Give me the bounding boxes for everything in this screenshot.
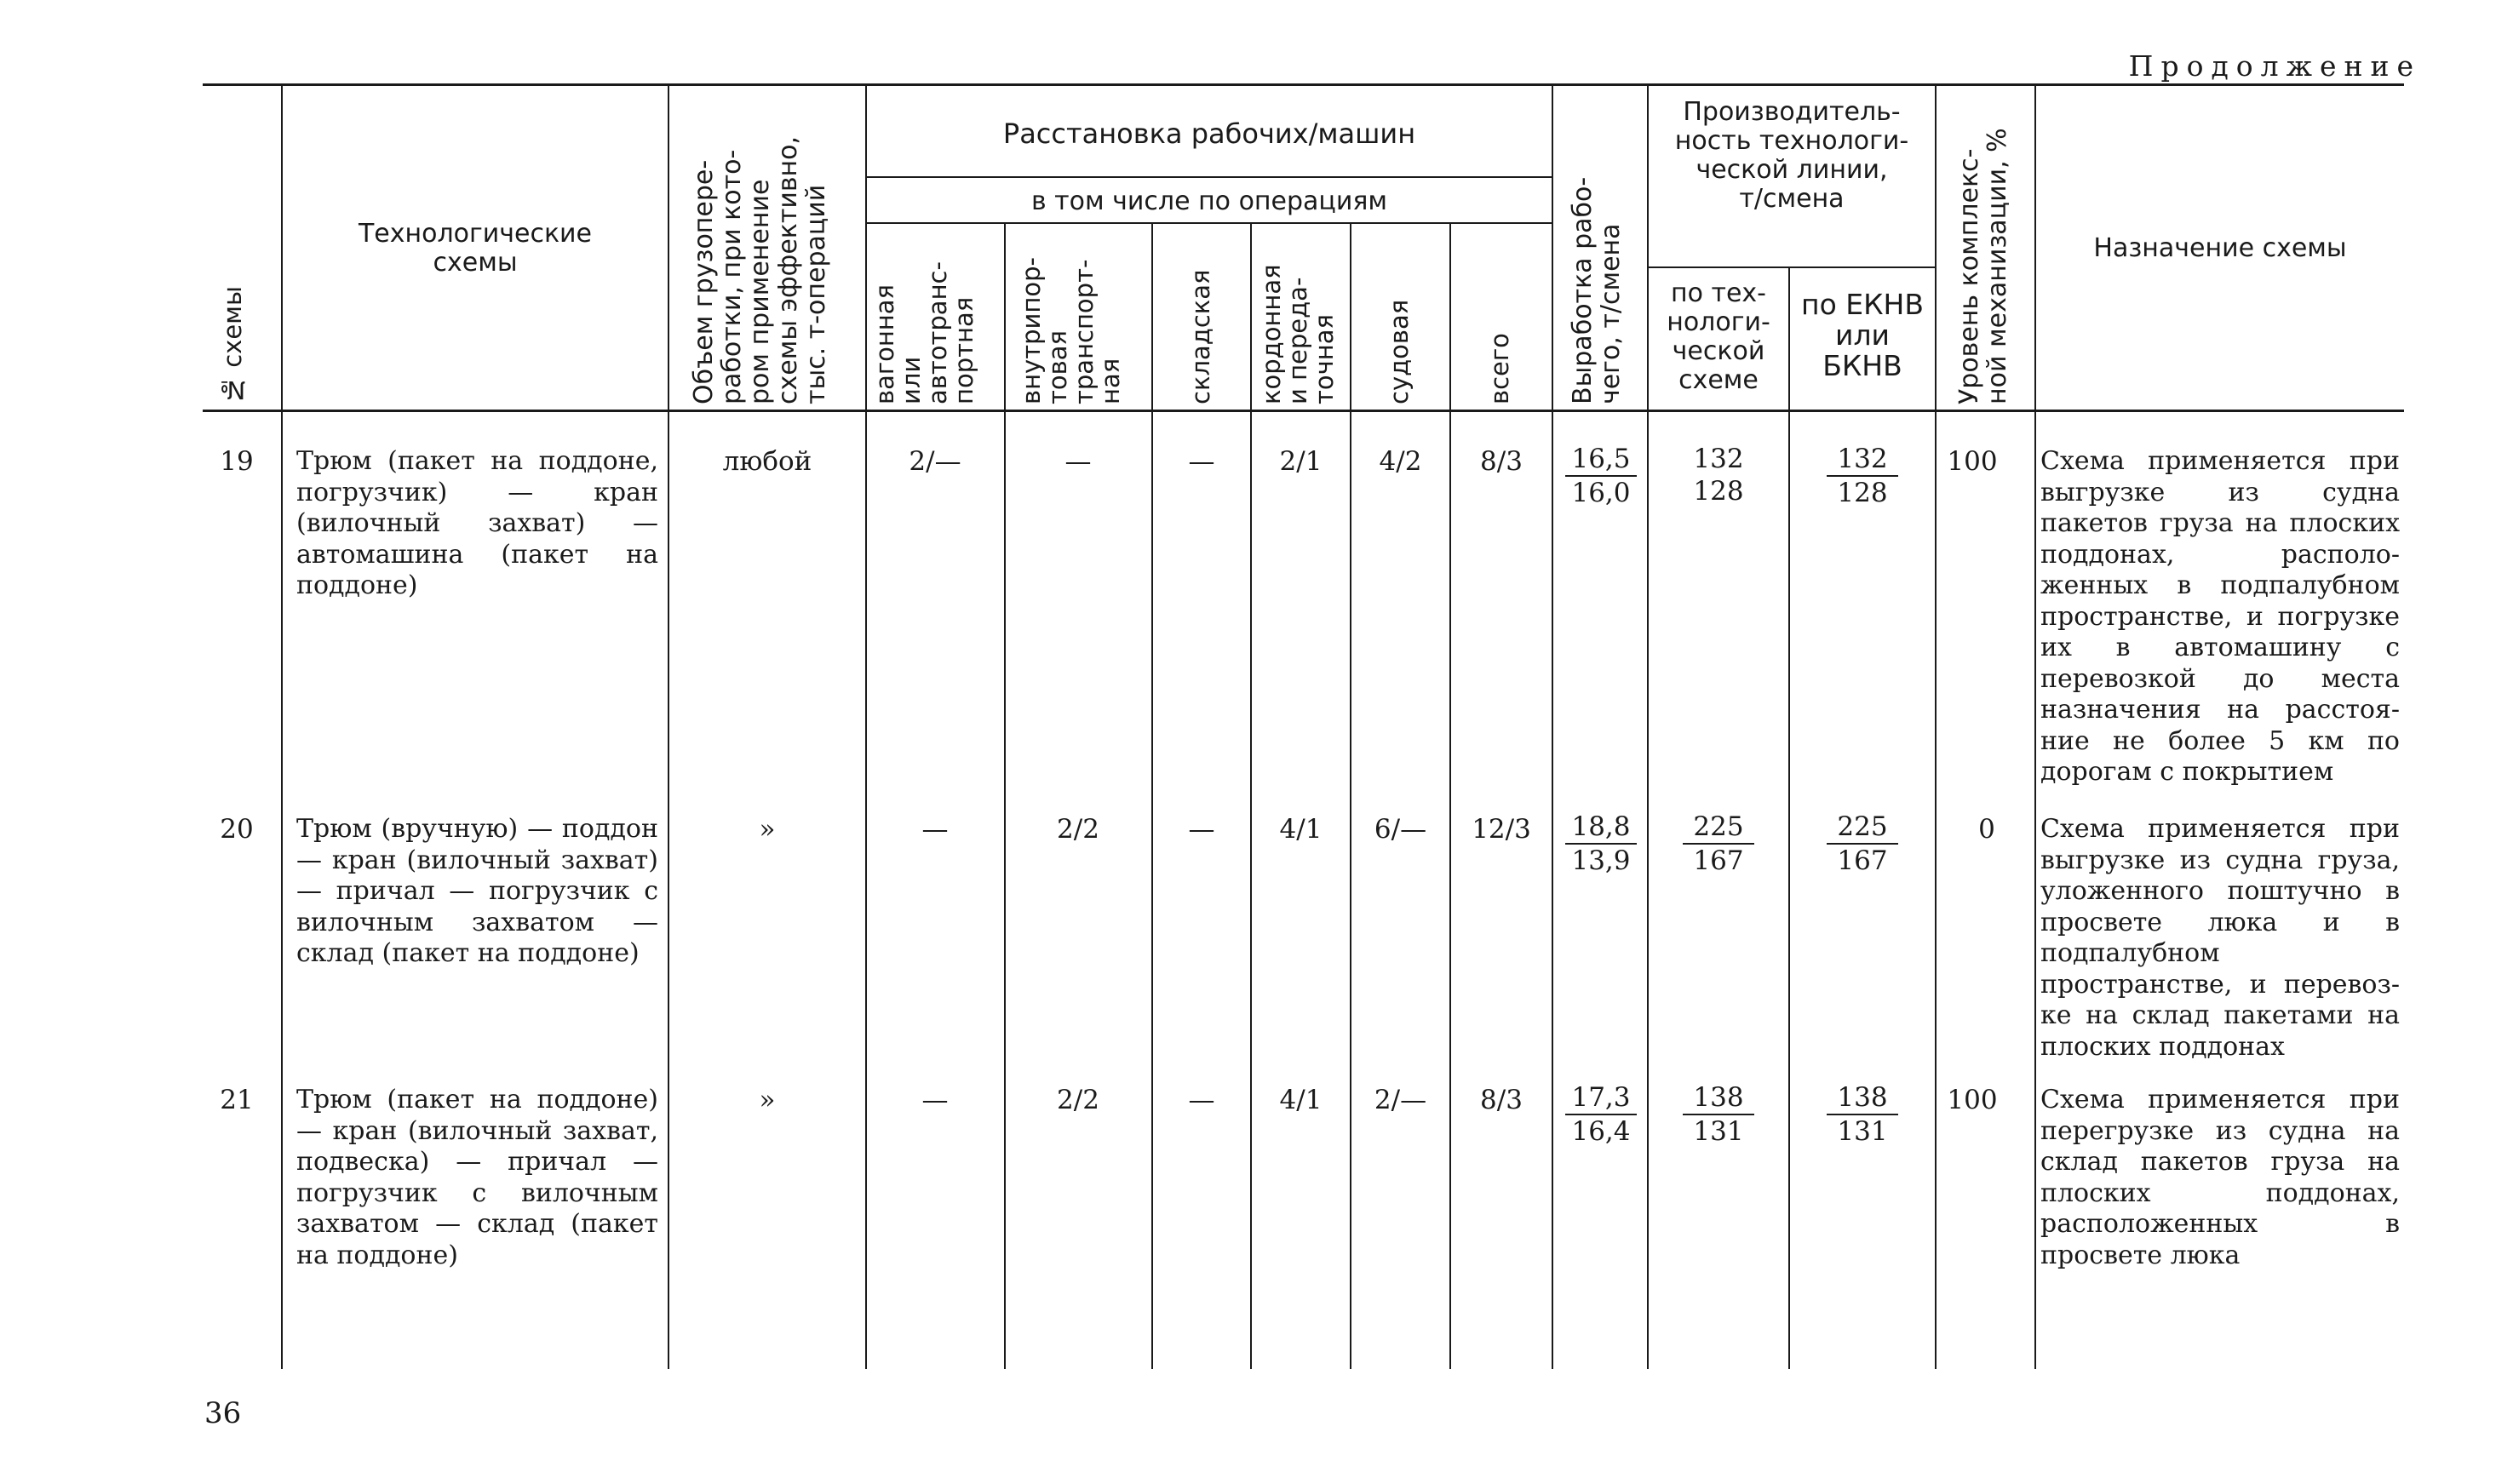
row21-scheme: Трюм (пакет на поддоне) — кран (вилочный захват, подвеска) — причал — погрузчик с вилочным захватом — склад (пакет на поддоне) [296,1085,658,1270]
col-rule-13 [2034,85,2036,1369]
header-op-internal: внутрипор- товая транспорт- ная [1017,257,1125,404]
header-prod-scheme: по тех- нологи- ческой схеме [1667,278,1770,395]
row19-ship: 4/2 [1379,446,1422,477]
row19-prod-a: 132 [1693,444,1744,474]
header-prod-eknv: по ЕКНВ или БКНВ [1801,288,1924,382]
row21-eknv-den: 131 [1837,1116,1888,1147]
row19-cordon: 2/1 [1279,446,1323,477]
row21-cordon: 4/1 [1279,1085,1323,1115]
productivity-subheader-rule [1648,266,1935,268]
header-op-total: всего [1485,333,1514,404]
row20-output-num: 18,8 [1565,811,1637,845]
col-rule-6 [1250,223,1252,1369]
header-productivity: Производитель- ность технологи- ческой линии, т/смена [1674,97,1909,214]
row21-prod-scheme [1683,1081,1754,1148]
row19-eknv-num: 132 [1827,443,1898,477]
row19-volume: любой [722,446,812,477]
header-op-ship: судовая [1385,299,1414,404]
row21-output [1565,1081,1637,1148]
header-op-warehouse: складская [1186,269,1215,404]
row21-volume: » [759,1085,776,1115]
row21-ship: 2/— [1374,1085,1427,1115]
row19-eknv-den: 128 [1837,478,1888,508]
row21-output-den: 16,4 [1571,1116,1631,1147]
row21-wagon: — [921,1085,949,1115]
row21-warehouse: — [1188,1085,1215,1115]
row21-output-num: 17,3 [1565,1081,1637,1115]
row19-warehouse: — [1188,446,1215,477]
row20-eknv-den: 167 [1837,845,1888,876]
row20-wagon: — [921,814,949,845]
row21-prod-a-num: 138 [1683,1081,1754,1115]
header-tech-schemes: Технологические схемы [358,219,593,278]
row21-purpose: Схема применяется при перегрузке из судна на склад пакетов груза на плоских поддонах, расположенных в просвете люка [2040,1085,2400,1270]
row19-purpose: Схема применяется при выгрузке из судна пакетов груза на плоских поддонах, расположенных в подпалубном пространстве, и погрузке их в автомашину с перевозкой до места назначения на расстояние не более 5 км по дорогам с покрытием [2040,446,2400,787]
row20-scheme: Трюм (вручную) — поддон — кран (вилочный захват) — причал — погрузчик с вилочным захватом — склад (пакет на поддоне) [296,814,658,968]
row19-wagon: 2/— [909,446,961,477]
header-op-cordon: кордонная и переда- точная [1257,264,1339,404]
col-rule-4 [1004,223,1006,1369]
row20-total: 12/3 [1472,814,1531,845]
placement-subheader-rule [867,176,1553,178]
row19-output-num: 16,5 [1565,443,1637,477]
row19-scheme: Трюм (пакет на поддоне, погрузчик) — кран (вилочный захват) — автомашина (пакет на поддоне) [296,446,658,600]
row20-output-den: 13,9 [1571,845,1631,876]
header-op-wagon: вагонная или автотранс- портная [870,261,978,404]
row21-prod-a-den: 131 [1693,1116,1744,1147]
header-output: Выработка рабо- чего, т/смена [1568,176,1626,404]
col-rule-8 [1449,223,1451,1369]
row21-eknv-num: 138 [1827,1081,1898,1115]
row20-eknv-num: 225 [1827,811,1898,845]
table-top-rule [203,83,2404,86]
page-number: 36 [204,1396,242,1430]
row20-internal: 2/2 [1057,814,1099,845]
header-placement: Расстановка рабочих/машин [1002,117,1416,150]
row21-internal: 2/2 [1057,1085,1099,1115]
continuation-label: Продолжение [2128,49,2421,83]
row20-prod-a-den: 167 [1693,845,1744,876]
row20-prod-a-num: 225 [1683,811,1754,845]
row21-mech: 100 [1947,1085,1998,1115]
row20-cordon: 4/1 [1279,814,1323,845]
header-volume: Объем грузопере- работки, при кото- ром применение схемы эффективно, тыс. т-операций [689,135,831,404]
col-rule-11 [1788,266,1790,1369]
col-rule-5 [1151,223,1153,1369]
col-rule-7 [1350,223,1351,1369]
header-purpose: Назначение схемы [2093,233,2347,263]
row20-ship: 6/— [1374,814,1427,845]
col-rule-2 [668,85,669,1369]
row20-purpose: Схема применяется при выгрузке из судна груза, уложенного поштучно в просвете люка и в подпалубном пространстве, и перевозке на склад пакетами на плоских поддонах [2040,814,2400,1062]
row21-no: 21 [220,1085,254,1115]
row19-prod-eknv [1827,443,1898,509]
header-by-operations: в том числе по операциям [1030,186,1388,216]
header-mech-level: Уровень комплекс- ной механизации, % [1954,128,2012,404]
row19-prod-b: 128 [1693,476,1744,507]
row20-volume: » [759,814,776,845]
row19-output [1565,443,1637,509]
header-bottom-rule [203,410,2404,412]
row20-output [1565,811,1637,877]
row21-total: 8/3 [1480,1085,1523,1115]
row20-warehouse: — [1188,814,1215,845]
row19-mech: 100 [1947,446,1998,477]
row20-prod-eknv [1827,811,1898,877]
col-rule-10 [1647,85,1649,1369]
row20-no: 20 [220,814,254,845]
row21-prod-eknv [1827,1081,1898,1148]
col-rule-9 [1552,85,1553,1369]
row19-prod-scheme [1683,443,1754,507]
row19-no: 19 [220,446,254,477]
row20-mech: 0 [1978,814,1995,845]
header-scheme-no: № схемы [218,286,247,404]
row19-internal: — [1064,446,1092,477]
col-rule-3 [865,85,867,1369]
row19-output-den: 16,0 [1571,478,1631,508]
col-rule-12 [1935,85,1937,1369]
col-rule-1 [281,85,283,1369]
row19-total: 8/3 [1480,446,1523,477]
row20-prod-scheme [1683,811,1754,877]
